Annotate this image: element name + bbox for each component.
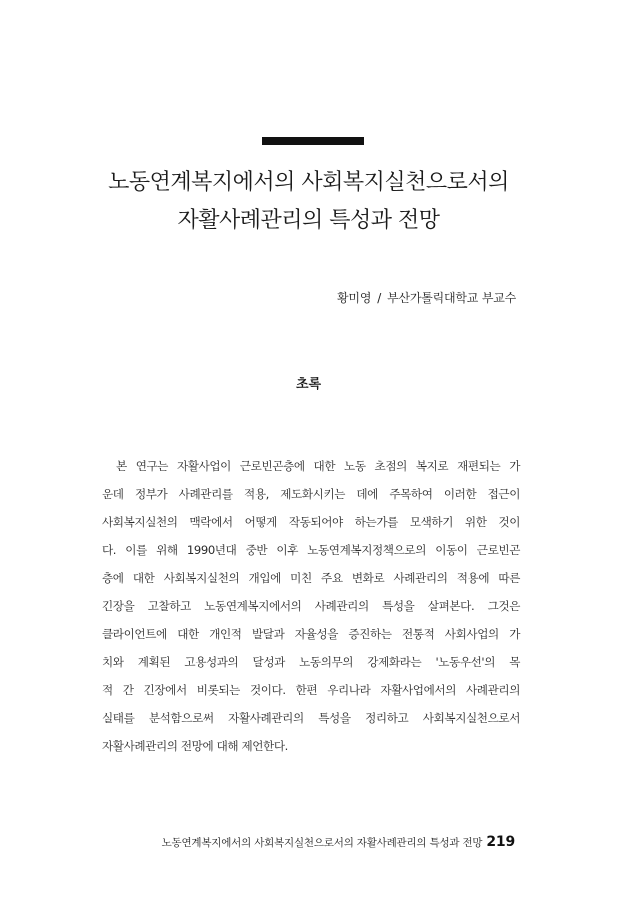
abstract-line: 적 간 긴장에서 비롯되는 것이다. 한편 우리나라 자활사업에서의 사례관리의 (102, 683, 520, 697)
author-name: 황미영 (337, 291, 372, 305)
abstract-line: 본 연구는 자활사업이 근로빈곤층에 대한 노동 초점의 복지로 재편되는 가 (116, 459, 520, 473)
abstract-line: 실태를 분석함으로써 자활사례관리의 특성을 정리하고 사회복지실천으로서 (102, 711, 520, 725)
page-number: 219 (486, 834, 515, 850)
abstract-line: 자활사례관리의 전망에 대해 제언한다. (102, 739, 288, 753)
abstract-line: 사회복지실천의 맥락에서 어떻게 작동되어야 하는가를 모색하기 위한 것이 (102, 515, 520, 529)
paper-title-line-2: 자활사례관리의 특성과 전망 (177, 208, 440, 233)
abstract-line: 층에 대한 사회복지실천의 개입에 미친 주요 변화로 사례관리의 적용에 따른 (102, 571, 520, 585)
title-rule (262, 137, 364, 145)
author-affiliation: 부산가톨릭대학교 부교수 (387, 291, 516, 305)
running-title: 노동연계복지에서의 사회복지실천으로서의 자활사례관리의 특성과 전망 (161, 837, 483, 849)
paper-title-line-1: 노동연계복지에서의 사회복지실천으로서의 (108, 170, 509, 195)
abstract-line: 긴장을 고찰하고 노동연계복지에서의 사례관리의 특성을 살펴본다. 그것은 (102, 599, 520, 613)
abstract-line: 운데 정부가 사례관리를 적용, 제도화시키는 데에 주목하여 이러한 접근이 (102, 487, 520, 501)
page-footer (162, 834, 515, 850)
abstract-heading: 초록 (295, 377, 322, 392)
author-separator: / (377, 291, 382, 305)
abstract-line: 클라이언트에 대한 개인적 발달과 자율성을 증진하는 전통적 사회사업의 가 (102, 627, 520, 641)
author-line (337, 289, 516, 306)
abstract-body (102, 452, 520, 760)
abstract-line: 다. 이를 위해 1990년대 중반 이후 노동연계복지정책으로의 이동이 근로빈곤 (102, 543, 520, 557)
abstract-line: 치와 계획된 고용성과의 달성과 노동의무의 강제화라는 '노동우선'의 목 (102, 655, 520, 669)
